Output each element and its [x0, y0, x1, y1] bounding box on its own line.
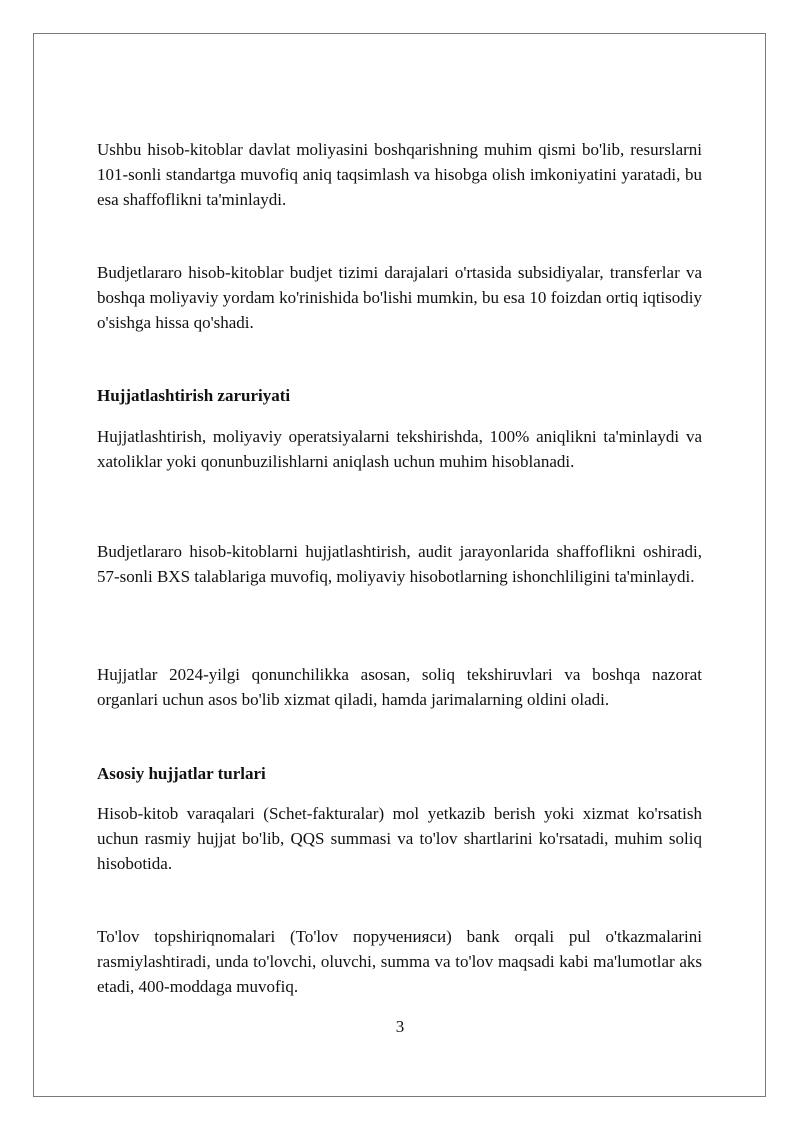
paragraph-intro: Ushbu hisob-kitoblar davlat moliyasini boshqarishning muhim qismi bo'lib, resurslarni 101-sonli standartga muvofiq aniq taqsimlash va hisobga olish imkoniyatini yaratadi, bu esa shaffoflikni ta'minlaydi.: [97, 140, 702, 209]
paragraph-invoices: Hisob-kitob varaqalari (Schet-fakturalar) mol yetkazib berish yoki xizmat ko'rsatish uchun rasmiy hujjat bo'lib, QQS summasi va to'lov shartlarini ko'rsatadi, muhim soliq hisobotida.: [97, 804, 702, 873]
heading-document-types: Asosiy hujjatlar turlari: [97, 764, 266, 783]
heading-documentation-necessity: Hujjatlashtirish zaruriyati: [97, 386, 291, 405]
paragraph-payment-orders: To'lov topshiriqnomalari (To'lov порученияси) bank orqali pul o'tkazmalarini rasmiylashtiradi, unda to'lovchi, oluvchi, summa va to'lov maqsadi kabi ma'lumotlar aks etadi, 400-moddaga muvofiq.: [97, 927, 702, 996]
paragraph-documentation-legal: Hujjatlar 2024-yilgi qonunchilikka asosan, soliq tekshiruvlari va boshqa nazorat organlari uchun asos bo'lib xizmat qiladi, hamda jarimalarning oldini oladi.: [97, 665, 702, 709]
page-number: 3: [395, 1017, 405, 1036]
paragraph-documentation-audit: Budjetlararo hisob-kitoblarni hujjatlashtirish, audit jarayonlarida shaffoflikni oshiradi, 57-sonli BXS talablariga muvofiq, moliyaviy hisobotlarning ishonchliligini ta'minlaydi.: [97, 542, 702, 586]
paragraph-documentation-accuracy: Hujjatlashtirish, moliyaviy operatsiyalarni tekshirishda, 100% aniqlikni ta'minlaydi va xatoliklar yoki qonunbuzilishlarni aniqlash uchun muhim hisoblanadi.: [97, 427, 702, 471]
paragraph-interbudget: Budjetlararo hisob-kitoblar budjet tizimi darajalari o'rtasida subsidiyalar, transferlar va boshqa moliyaviy yordam ko'rinishida bo'lishi mumkin, bu esa 10 foizdan ortiq iqtisodiy o'sishga hissa qo'shadi.: [97, 263, 702, 332]
